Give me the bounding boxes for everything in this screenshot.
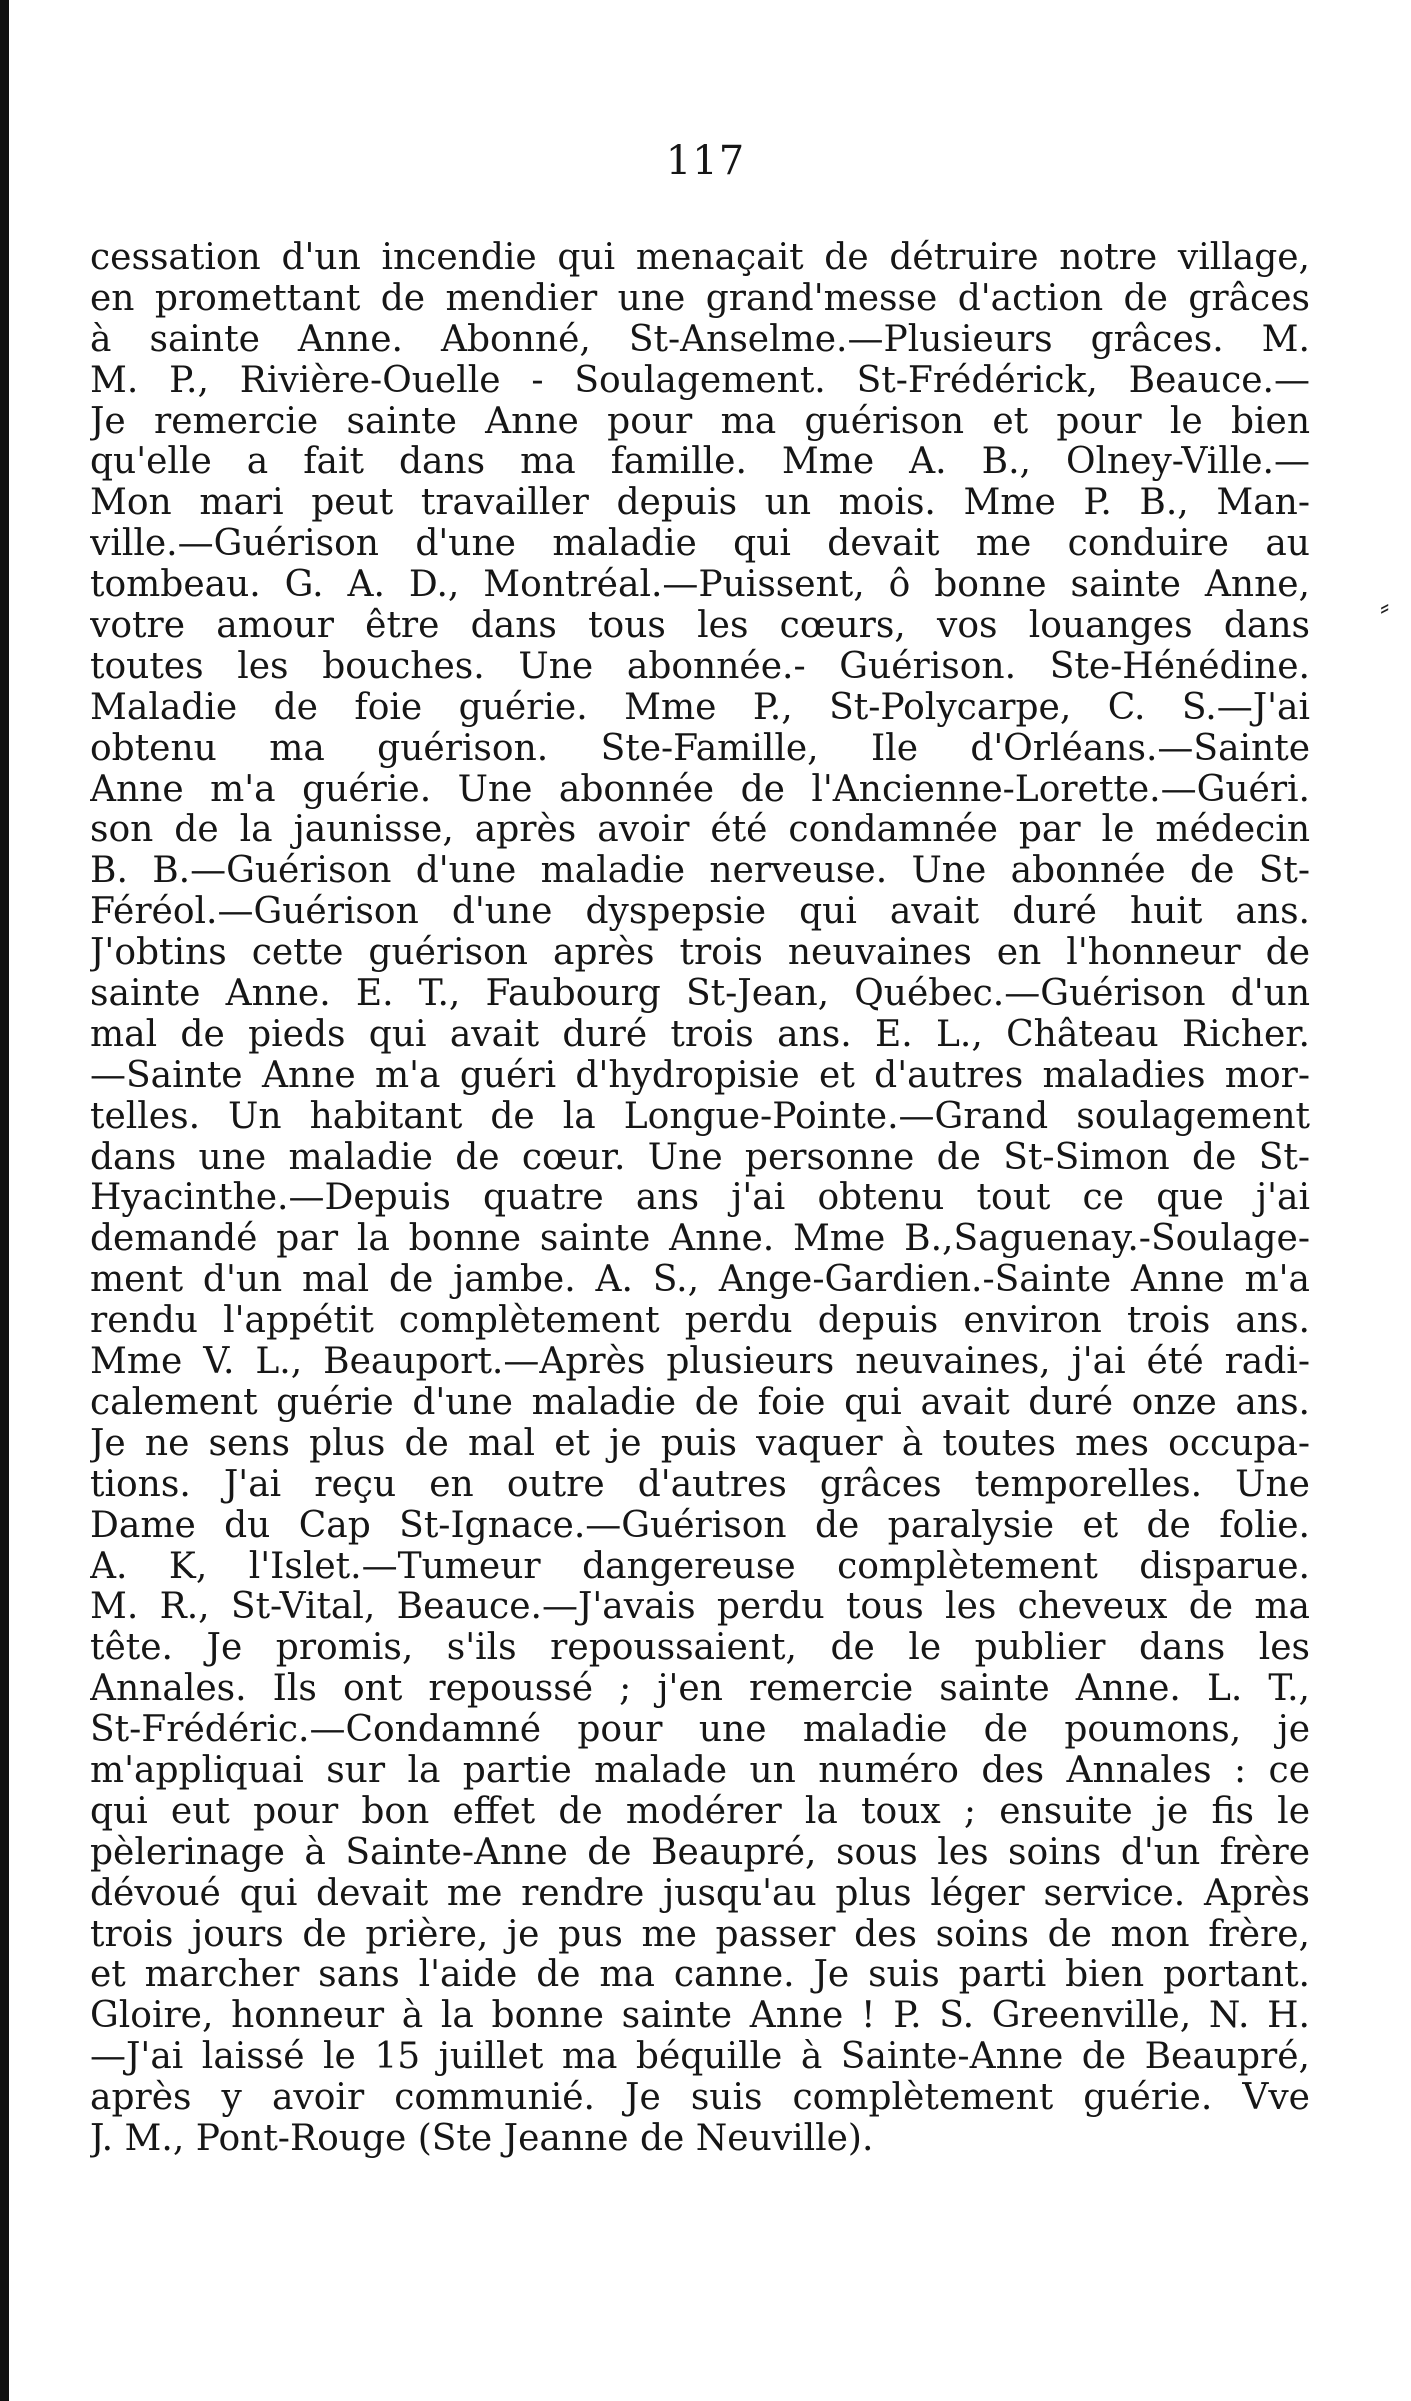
- text-line: ville.—Guérison d'une maladie qui devait me conduire au: [90, 524, 1310, 565]
- text-line: dans une maladie de cœur. Une personne de St-Simon de St-: [90, 1137, 1310, 1178]
- text-line: Annales. Ils ont repoussé ; j'en remercie sainte Anne. L. T.,: [90, 1669, 1310, 1710]
- text-line: demandé par la bonne sainte Anne. Mme B.,Saguenay.-Soulage-: [90, 1219, 1310, 1260]
- scan-edge-shadow: [0, 0, 9, 2401]
- body-text: [90, 238, 1310, 2160]
- text-line: rendu l'appétit complètement perdu depuis environ trois ans.: [90, 1301, 1310, 1342]
- text-line: qu'elle a fait dans ma famille. Mme A. B., Olney-Ville.—: [90, 442, 1310, 483]
- text-line: trois jours de prière, je pus me passer des soins de mon frère,: [90, 1914, 1310, 1955]
- text-line: votre amour être dans tous les cœurs, vos louanges dans: [90, 606, 1310, 647]
- text-line: qui eut pour bon effet de modérer la toux ; ensuite je fis le: [90, 1791, 1310, 1832]
- text-line: Dame du Cap St-Ignace.—Guérison de paralysie et de folie.: [90, 1505, 1310, 1546]
- text-line: sainte Anne. E. T., Faubourg St-Jean, Québec.—Guérison d'un: [90, 974, 1310, 1015]
- text-line: mal de pieds qui avait duré trois ans. E. L., Château Richer.: [90, 1014, 1310, 1055]
- text-line: Je ne sens plus de mal et je puis vaquer à toutes mes occupa-: [90, 1423, 1310, 1464]
- text-line: et marcher sans l'aide de ma canne. Je suis parti bien portant.: [90, 1955, 1310, 1996]
- stray-mark: ⸗: [1380, 590, 1390, 623]
- text-line: dévoué qui devait me rendre jusqu'au plus léger service. Après: [90, 1873, 1310, 1914]
- text-line: en promettant de mendier une grand'messe d'action de grâces: [90, 278, 1310, 319]
- text-line: toutes les bouches. Une abonnée.- Guérison. Ste-Hénédine.: [90, 646, 1310, 687]
- text-line: cessation d'un incendie qui menaçait de détruire notre village,: [90, 238, 1310, 278]
- text-line: ment d'un mal de jambe. A. S., Ange-Gardien.-Sainte Anne m'a: [90, 1260, 1310, 1301]
- text-line: A. K, l'Islet.—Tumeur dangereuse complètement disparue.: [90, 1546, 1310, 1587]
- text-line: tête. Je promis, s'ils repoussaient, de le publier dans les: [90, 1628, 1310, 1669]
- text-line: Gloire, honneur à la bonne sainte Anne ! P. S. Greenville, N. H.: [90, 1996, 1310, 2037]
- text-line: telles. Un habitant de la Longue-Pointe.—Grand soulagement: [90, 1096, 1310, 1137]
- text-line: pèlerinage à Sainte-Anne de Beaupré, sous les soins d'un frère: [90, 1832, 1310, 1873]
- text-line: à sainte Anne. Abonné, St-Anselme.—Plusieurs grâces. M.: [90, 319, 1310, 360]
- text-line: après y avoir communié. Je suis complètement guérie. Vve: [90, 2078, 1310, 2119]
- text-line: Mme V. L., Beauport.—Après plusieurs neuvaines, j'ai été radi-: [90, 1342, 1310, 1383]
- text-line: calement guérie d'une maladie de foie qui avait duré onze ans.: [90, 1382, 1310, 1423]
- text-line: Féréol.—Guérison d'une dyspepsie qui avait duré huit ans.: [90, 892, 1310, 933]
- text-line: St-Frédéric.—Condamné pour une maladie de poumons, je: [90, 1710, 1310, 1751]
- text-line: J. M., Pont-Rouge (Ste Jeanne de Neuville).: [90, 2118, 874, 2159]
- text-line: —Sainte Anne m'a guéri d'hydropisie et d'autres maladies mor-: [90, 1055, 1310, 1096]
- page-number: 117: [665, 138, 746, 184]
- text-line: tions. J'ai reçu en outre d'autres grâces temporelles. Une: [90, 1464, 1310, 1505]
- text-line: Anne m'a guérie. Une abonnée de l'Ancienne-Lorette.—Guéri.: [90, 769, 1310, 810]
- text-line: m'appliquai sur la partie malade un numéro des Annales : ce: [90, 1750, 1310, 1791]
- text-line: B. B.—Guérison d'une maladie nerveuse. Une abonnée de St-: [90, 851, 1310, 892]
- text-line: M. P., Rivière-Ouelle - Soulagement. St-Frédérick, Beauce.—: [90, 360, 1310, 401]
- text-line: M. R., St-Vital, Beauce.—J'avais perdu tous les cheveux de ma: [90, 1587, 1310, 1628]
- text-line: Mon mari peut travailler depuis un mois. Mme P. B., Man-: [90, 483, 1310, 524]
- text-line: son de la jaunisse, après avoir été condamnée par le médecin: [90, 810, 1310, 851]
- text-line: J'obtins cette guérison après trois neuvaines en l'honneur de: [90, 933, 1310, 974]
- text-line: tombeau. G. A. D., Montréal.—Puissent, ô bonne sainte Anne,: [90, 565, 1310, 606]
- text-line: Maladie de foie guérie. Mme P., St-Polycarpe, C. S.—J'ai: [90, 687, 1310, 728]
- text-line: obtenu ma guérison. Ste-Famille, Ile d'Orléans.—Sainte: [90, 728, 1310, 769]
- text-line: —J'ai laissé le 15 juillet ma béquille à Sainte-Anne de Beaupré,: [90, 2037, 1310, 2078]
- text-line: Hyacinthe.—Depuis quatre ans j'ai obtenu tout ce que j'ai: [90, 1178, 1310, 1219]
- text-line: Je remercie sainte Anne pour ma guérison et pour le bien: [90, 401, 1310, 442]
